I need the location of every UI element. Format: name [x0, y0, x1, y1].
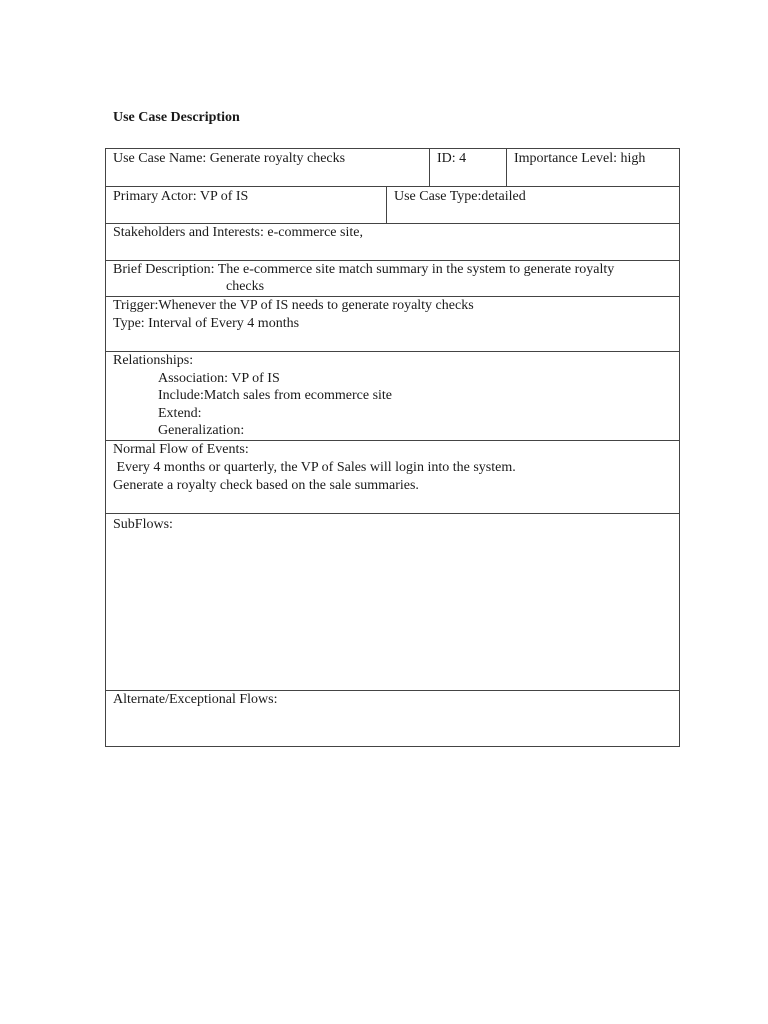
alternate-flows-row — [106, 690, 679, 746]
actor-row — [106, 186, 679, 223]
use-case-id: ID: 4 — [437, 151, 467, 166]
extend: Extend: — [158, 405, 202, 421]
normal-flow-step: Every 4 months or quarterly, the VP of Sales will login into the system. — [113, 460, 516, 475]
subflows-cell — [106, 514, 679, 690]
use-case-name: Use Case Name: Generate royalty checks — [113, 151, 346, 166]
brief-description-row — [106, 260, 679, 296]
normal-flow-step: Generate a royalty check based on the sale summaries. — [113, 478, 419, 493]
brief-description-continuation: checks — [226, 279, 265, 294]
stakeholders: Stakeholders and Interests: e-commerce site, — [113, 225, 363, 240]
id-cell — [429, 149, 506, 186]
association: Association: VP of IS — [158, 370, 280, 386]
stakeholders-cell — [106, 224, 679, 260]
trigger-row — [106, 296, 679, 351]
brief-description-line: Brief Description: The e-commerce site match summary in the system to generate royalty — [113, 262, 615, 277]
subflows: SubFlows: — [113, 517, 173, 532]
stakeholders-row — [106, 223, 679, 260]
include: Include:Match sales from ecommerce site — [158, 388, 393, 403]
normal-flow-heading: Normal Flow of Events: — [113, 442, 249, 457]
normal-flow-cell — [106, 441, 679, 513]
normal-flow-row — [106, 440, 679, 513]
trigger-type: Type: Interval of Every 4 months — [113, 316, 300, 331]
generalization: Generalization: — [158, 423, 245, 438]
use-case-name-cell — [106, 149, 429, 186]
importance-level: Importance Level: high — [514, 151, 646, 166]
primary-actor-cell — [106, 187, 386, 223]
alternate-flows: Alternate/Exceptional Flows: — [113, 692, 278, 707]
document-title: Use Case Description — [113, 110, 240, 125]
alternate-flows-cell — [106, 691, 679, 746]
use-case-type: Use Case Type:detailed — [394, 189, 526, 204]
use-case-type-cell — [386, 187, 679, 223]
trigger-cell — [106, 297, 679, 351]
use-case-table — [105, 148, 680, 747]
primary-actor: Primary Actor: VP of IS — [113, 189, 249, 204]
trigger: Trigger:Whenever the VP of IS needs to generate royalty checks — [113, 298, 474, 313]
subflows-row — [106, 513, 679, 690]
brief-description-cell — [106, 261, 679, 296]
use-case-name-row — [106, 149, 679, 186]
relationships-row — [106, 351, 679, 440]
relationships-cell — [106, 352, 679, 440]
importance-cell — [506, 149, 679, 186]
relationships-heading: Relationships: — [113, 353, 194, 368]
